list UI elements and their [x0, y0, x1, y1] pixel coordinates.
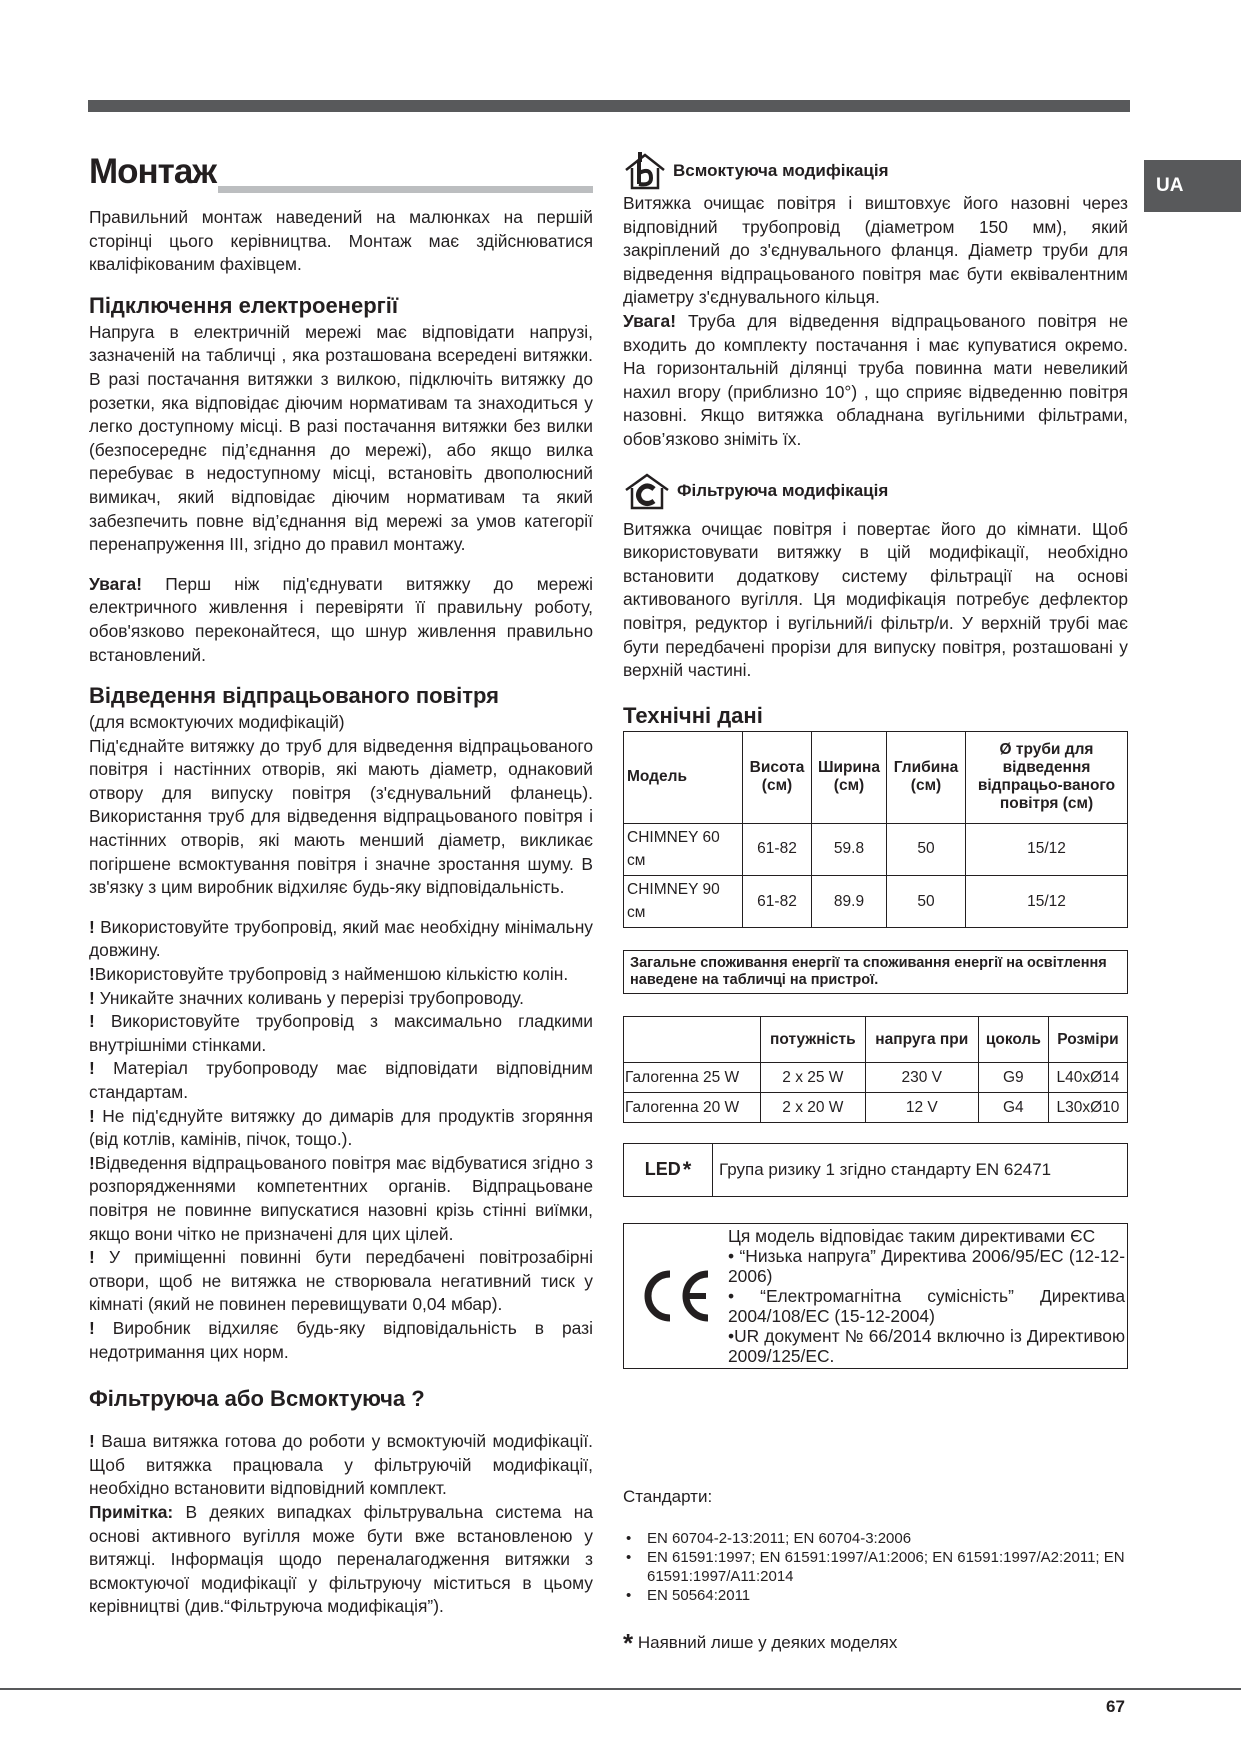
language-tab: UA [1144, 160, 1241, 212]
suction-warning: Увага! Труба для відведення відпрацьованого повітря не входить до комплекту постачання і має купуватися окремо. На горизонтальній ділянці труба повинна мати невеликий нахил вгору (приблизно 10°) , що сприяє відведенню повітря назовні. Якщо витяжка обладнана вугільними фільтрами, обов’язково зніміть їх. [623, 310, 1128, 449]
power-warning [89, 573, 593, 667]
exclamation-icon: ! [89, 1431, 95, 1452]
house-b-icon [623, 151, 667, 191]
table-header: цоколь [978, 1017, 1048, 1063]
house-c-icon [623, 471, 671, 511]
table-header: Ø труби для відведення відпрацьо-ваного повітря (см) [966, 731, 1128, 823]
power-text: Напруга в електричній мережі має відповідати напрузі, зазначеній на табличці , яка розташована всередені витяжки. В разі постачання витяжки з вилкою, підключіть витяжку до розетки, яка відповідає діючим нормативам та знаходиться у легко доступному місці. В разі постачання витяжки без вилки (безпосереднє під’єднання до мережі), або якщо вилка перебуває в недоступному місці, встановіть двополюсний вимикач, який відповідає діючим нормативам та який забезпечить повне від’єднання від мережі за умов категорії перенапруження III, згідно до правил монтажу. [89, 321, 593, 555]
page-number: 67 [1106, 1697, 1125, 1716]
suction-heading: Всмоктуюча модифікація [673, 161, 889, 181]
standards-label: Стандарти: [623, 1487, 713, 1507]
table-row: CHIMNEY 90 см 61-82 89.9 50 15/12 [624, 875, 1128, 927]
table-header: Розміри [1048, 1017, 1127, 1063]
filter-text: Витяжка очищає повітря і повертає його до кімнати. Щоб використовувати витяжку в цій модифікації, необхідно встановити додаткову систему фільтрації на основі активованого вугілля. Ця модифікація потребує дефлектор повітря, редуктор і вугільний/і фільтр/и. У верхній трубі має бути передбачені прорізи для випуску повітря, розташовані у верхній частині. [623, 518, 1128, 681]
lamp-table [623, 1016, 1128, 1123]
warning-label: Увага! [89, 573, 142, 594]
led-info-box [623, 1143, 1128, 1197]
asterisk-icon: * [682, 1157, 692, 1183]
table-header: Ширина (см) [812, 731, 887, 823]
filter-heading-row [623, 470, 1128, 512]
list-item: ! Використовуйте трубопровід, який має необхідну мінімальну довжину. [89, 916, 593, 961]
table-header: Глибина (см) [887, 731, 966, 823]
warning-text: Перш ніж під'єднувати витяжку до мережі електричного живлення і перевіряти її правильну роботу, обов'язково переконайтеся, що шнур живлення правильно встановлений. [89, 573, 593, 665]
standards-list [623, 1529, 1128, 1605]
list-item: !Використовуйте трубопровід з найменшою кількістю колін. [89, 964, 569, 985]
power-heading: Підключення електроенергії [89, 292, 399, 318]
table-header: потужність [761, 1017, 866, 1063]
list-item: ! Уникайте значних коливань у перерізі трубопроводу. [89, 987, 524, 1008]
list-item: • EN 50564:2011 [623, 1586, 1128, 1605]
table-row: Галогенна 20 W 2 x 20 W 12 V G4 L30xØ10 [624, 1093, 1128, 1123]
title-block [89, 150, 593, 196]
exclamation-icon: ! [89, 1152, 95, 1173]
footnote: * Наявний лише у деяких моделях [623, 1627, 898, 1658]
note-label: Примітка: [89, 1501, 174, 1522]
exclamation-icon: ! [89, 1317, 95, 1338]
suction-heading-row [623, 150, 1128, 192]
asterisk-icon: * [623, 1627, 634, 1658]
page-title: Монтаж [89, 150, 218, 194]
filter-heading: Фільтруюча модифікація [677, 480, 889, 500]
tech-data-table [623, 731, 1128, 928]
list-item: ! Використовуйте трубопровід з максимально гладкими внутрішніми стінками. [89, 1011, 593, 1055]
energy-note: Загальне споживання енергії та споживання енергії на освітлення наведене на табличці на пристрої. [623, 950, 1128, 994]
top-divider-bar [88, 100, 1130, 112]
list-item: ! У приміщенні повинні бути передбачені повітрозабірні отвори, щоб не витяжка не створювала негативний тиск у кімнаті (який не повинен перевищувати 0,04 мбар). [89, 1247, 593, 1315]
list-item: • EN 61591:1997; EN 61591:1997/A1:2006; EN 61591:1997/A2:2011; EN 61591:1997/A11:2014 [623, 1548, 1128, 1586]
exclamation-icon: ! [89, 916, 95, 937]
exclamation-icon: ! [89, 964, 95, 985]
exhaust-subheading: (для всмоктуючих модифікацій) [89, 712, 345, 733]
list-item: ! Виробник відхиляє будь-яку відповідальність в разі недотримання цих норм. [89, 1317, 593, 1362]
tech-heading: Технічні дані [623, 702, 763, 728]
led-text: Група ризику 1 згідно стандарту EN 62471 [719, 1160, 1052, 1180]
table-row: Галогенна 25 W 2 x 25 W 230 V G9 L40xØ14 [624, 1063, 1128, 1093]
list-item: !Відведення відпрацьованого повітря має відбуватися згідно з розпорядженнями компетентних органів. Відпрацьоване повітря не повинне випускатися назовні крізь стінні виїмки, якщо вони чітко не призначені для цих цілей. [89, 1152, 593, 1244]
exhaust-text: Під'єднайте витяжку до труб для відведення відпрацьованого повітря і настінних отворів, які мають діаметр, однаковий отвору для випуску повітря (з'єднувальний фланець). Використання труб для відведення відпрацьованого повітря і настінних отворів, які мають менший діаметр, викликає погіршене всмоктування повітря і значне зростання шуму. В зв'язку з цим виробник відхиляє будь-яку відповідальність. [89, 735, 593, 898]
exclamation-icon: ! [89, 1105, 95, 1126]
intro-text: Правильний монтаж наведений на малюнках на першій сторінці цього керівництва. Монтаж має здійснюватися кваліфікованим фахівцем. [89, 207, 593, 275]
exclamation-icon: ! [89, 1247, 95, 1268]
suction-text: Витяжка очищає повітря і виштовхує його назовні через відповідний трубопровід (діаметром 150 мм), який закріплений до з'єднувального фланця. Діаметр труби для відведення відпрацьованого повітря має бути еквівалентним діаметру з'єднувального кільця. [623, 193, 1128, 308]
ce-text: Ця модель відповідає таким директивами ЄС • “Низька напруга” Директива 2006/95/EC (12-12-2006) • “Електромагнітна сумісність” Директива 2004/108/EC (15-12-2004) •UR документ № 66/2014 включно із Директивою 2009/125/EC. [728, 1226, 1125, 1367]
table-row: CHIMNEY 60 см 61-82 59.8 50 15/12 [624, 823, 1128, 875]
table-header: Модель [624, 731, 743, 823]
exhaust-rules-list [89, 916, 593, 1364]
table-header [624, 1017, 761, 1063]
warning-label: Увага! [623, 310, 676, 331]
bottom-divider [0, 1688, 1241, 1690]
ce-logo-icon [624, 1224, 728, 1368]
right-column [623, 150, 1128, 1658]
ce-compliance-box [623, 1223, 1128, 1369]
list-item: ! Матеріал трубопроводу має відповідати відповідним стандартам. [89, 1058, 593, 1102]
left-column [89, 150, 593, 1619]
note-text: Примітка: В деяких випадках фільтрувальна система на основі активного вугілля може бути вже встановленою у витяжці. Інформація щодо переналагодження витяжки з всмоктуючої модифікації у фільтруючу міститься в цьому керівництві (див.“Фільтруюча модифікація”). [89, 1501, 593, 1617]
exclamation-icon: ! [89, 987, 95, 1008]
exclamation-icon: ! [89, 1058, 95, 1079]
choice-text: ! Ваша витяжка готова до роботи у всмоктуючій модифікації. Щоб витяжка працювала у фільтруючій модифікації, необхідно встановити відповідний комплект. [89, 1431, 593, 1499]
list-item: ! Не під'єднуйте витяжку до димарів для продуктів згоряння (від котлів, камінів, пічок, тощо.). [89, 1105, 593, 1150]
choice-heading: Фільтруюча або Всмоктуюча ? [89, 1386, 425, 1412]
exclamation-icon: ! [89, 1011, 95, 1032]
table-header: напруга при [865, 1017, 978, 1063]
led-label-cell [624, 1144, 713, 1196]
list-item: • EN 60704-2-13:2011; EN 60704-3:2006 [623, 1529, 1128, 1548]
led-label: LED [644, 1159, 681, 1180]
table-header: Висота (см) [743, 731, 812, 823]
exhaust-heading: Відведення відпрацьованого повітря [89, 683, 499, 709]
